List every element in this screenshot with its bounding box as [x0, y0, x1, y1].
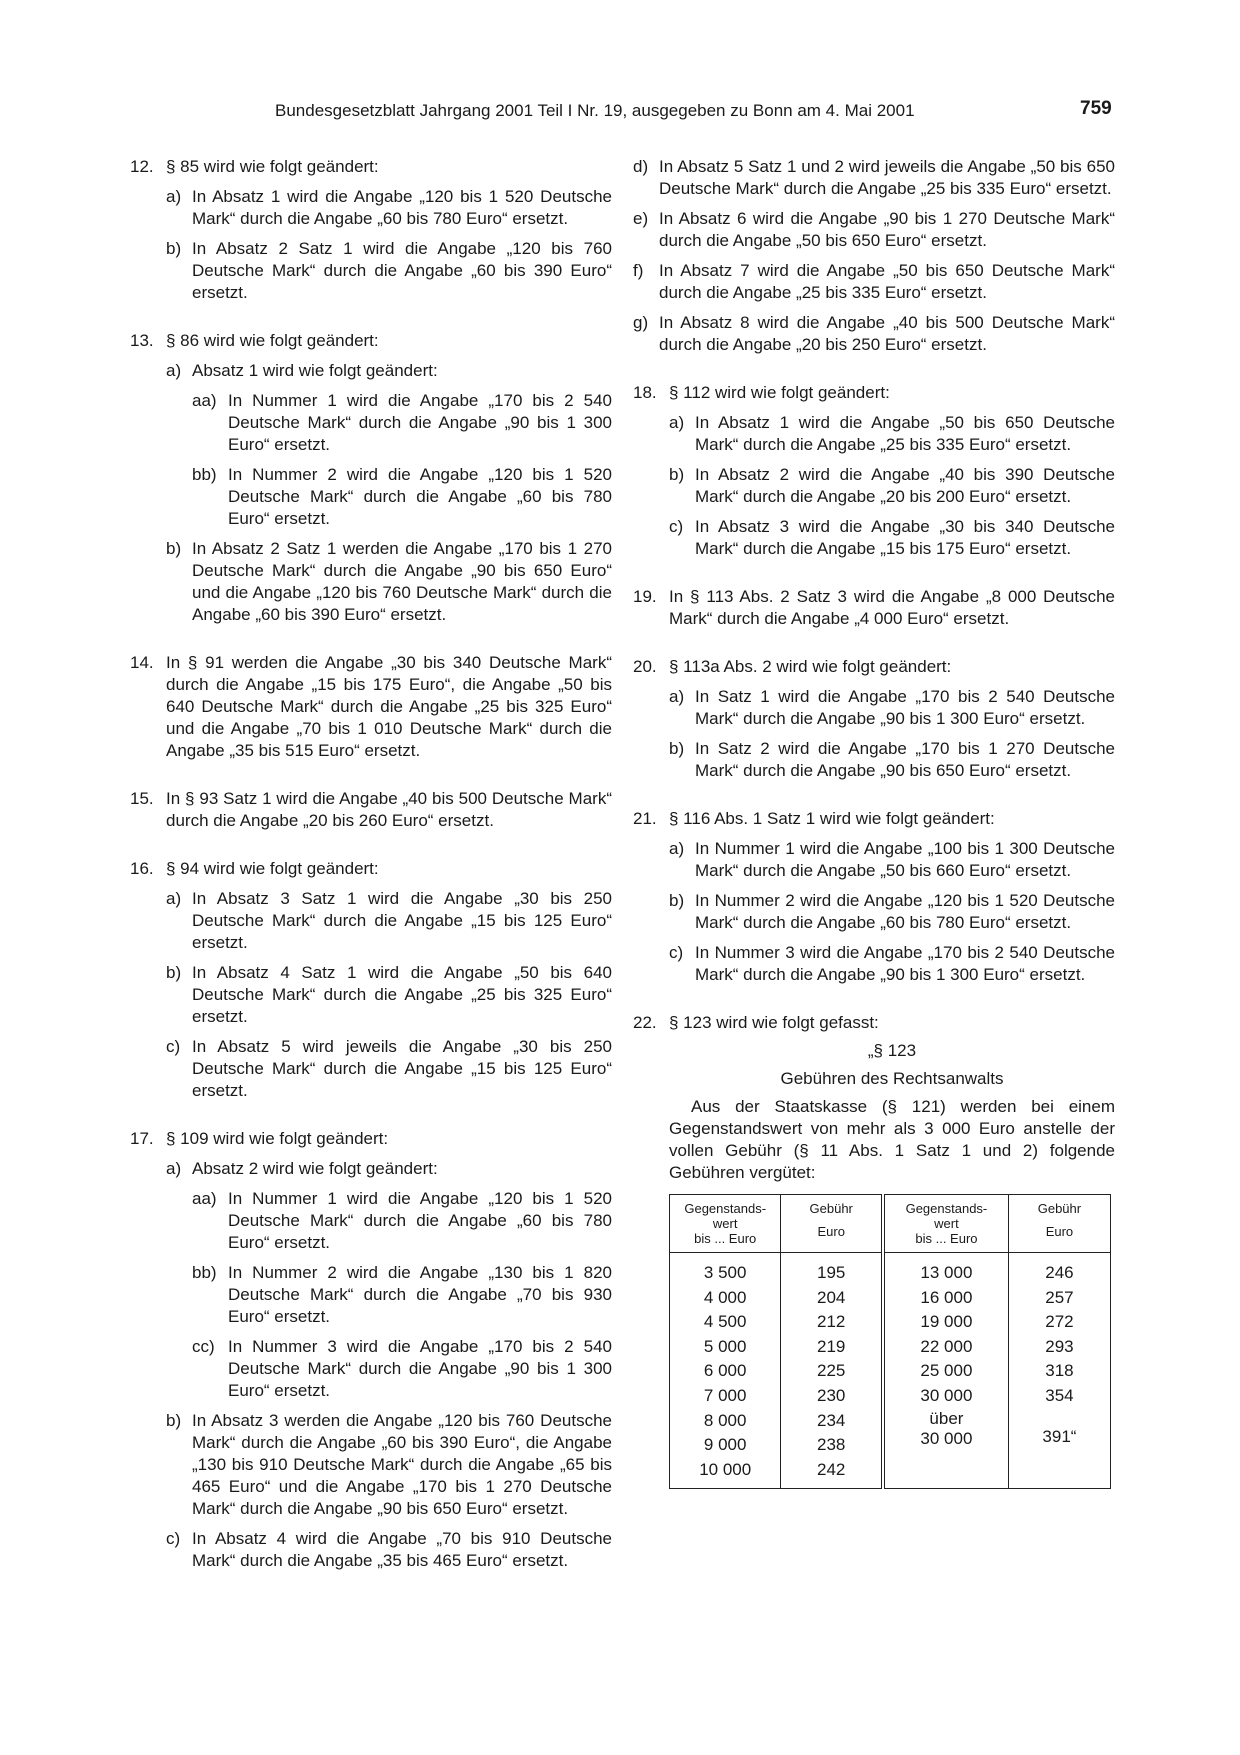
item-text: § 113a Abs. 2 wird wie folgt geändert:	[669, 657, 952, 676]
subitem-c	[166, 1036, 612, 1102]
subitem-d	[633, 156, 1115, 200]
subitem-text: In Nummer 2 wird die Angabe „130 bis 1 820 Deutsche Mark“ durch die Angabe „70 bis 930 Euro“ ersetzt.	[228, 1263, 612, 1326]
subitem-label: b)	[669, 891, 685, 910]
subitem-a	[166, 360, 612, 530]
right-values-column	[883, 1253, 1008, 1489]
section-title: „§ 123	[867, 1041, 917, 1060]
subitem-label: d)	[633, 157, 649, 176]
item-number: 18.	[633, 383, 657, 402]
table-cell	[1013, 1409, 1106, 1425]
subitem-label: a)	[166, 889, 182, 908]
table-cell: 25 000	[920, 1361, 973, 1381]
subitem-text: In Nummer 3 wird die Angabe „170 bis 2 540 Deutsche Mark“ durch die Angabe „90 bis 1 300 Euro“ ersetzt.	[228, 1337, 612, 1400]
table-cell: 238	[817, 1435, 846, 1455]
subitem-text: Absatz 1 wird wie folgt geändert:	[192, 361, 438, 380]
section-heading: Gebühren des Rechtsanwalts	[780, 1069, 1004, 1088]
subitem-text: In Absatz 5 Satz 1 und 2 wird jeweils die Angabe „50 bis 650 Deutsche Mark“ durch die Angabe „25 bis 335 Euro“ ersetzt.	[659, 157, 1115, 198]
item-number: 22.	[633, 1013, 657, 1032]
table-cell: 212	[817, 1312, 846, 1332]
header-text: Gebühr	[809, 1201, 853, 1216]
table-cell: 30 000	[920, 1385, 973, 1405]
subitem-text: In Absatz 4 wird die Angabe „70 bis 910 Deutsche Mark“ durch die Angabe „35 bis 465 Euro“ ersetzt.	[192, 1529, 612, 1570]
item-16	[130, 858, 612, 1102]
subitem-text: Absatz 2 wird wie folgt geändert:	[192, 1159, 438, 1178]
table-cell: 22 000	[920, 1336, 973, 1356]
item-text: In § 93 Satz 1 wird die Angabe „40 bis 500 Deutsche Mark“ durch die Angabe „20 bis 260 Euro“ ersetzt.	[166, 789, 612, 830]
item-number: 12.	[130, 157, 154, 176]
item-text: § 86 wird wie folgt geändert:	[166, 331, 379, 350]
item-number: 17.	[130, 1129, 154, 1148]
table-cell: 13 000	[920, 1263, 973, 1282]
subitem-b	[166, 538, 612, 626]
subitem-label: aa)	[192, 391, 217, 410]
subitem-text: In Nummer 2 wird die Angabe „120 bis 1 520 Deutsche Mark“ durch die Angabe „60 bis 780 Euro“ ersetzt.	[228, 465, 612, 528]
table-cell: 318	[1045, 1361, 1074, 1381]
subitem-text: In Absatz 1 wird die Angabe „120 bis 1 520 Deutsche Mark“ durch die Angabe „60 bis 780 Euro“ ersetzt.	[192, 187, 612, 228]
item-number: 16.	[130, 859, 154, 878]
subitem-label: c)	[166, 1037, 181, 1056]
subitem-text: In Absatz 7 wird die Angabe „50 bis 650 Deutsche Mark“ durch die Angabe „25 bis 335 Euro“ ersetzt.	[659, 261, 1115, 302]
subitem-a	[669, 838, 1115, 882]
left-column	[130, 156, 612, 1598]
subitem-label: b)	[166, 239, 182, 258]
item-20	[633, 656, 1115, 782]
subitem-label: a)	[166, 1159, 182, 1178]
subitem-label: b)	[166, 963, 182, 982]
subitem-label: g)	[633, 313, 649, 332]
table-cell: 195	[817, 1263, 846, 1282]
table-cell: 9 000	[703, 1435, 747, 1455]
left-values-column	[670, 1253, 781, 1489]
table-cell: 19 000	[920, 1312, 973, 1332]
item-19	[633, 586, 1115, 630]
item-text: § 116 Abs. 1 Satz 1 wird wie folgt geändert:	[669, 809, 995, 828]
subitem-label: a)	[669, 687, 685, 706]
subitem-label: c)	[669, 517, 684, 536]
subitem-b	[669, 890, 1115, 934]
left-fees-column	[781, 1253, 883, 1489]
item-text: § 109 wird wie folgt geändert:	[166, 1129, 389, 1148]
table-cell: 234	[817, 1410, 846, 1430]
table-cell: 230	[817, 1385, 846, 1405]
header-value-1	[670, 1195, 781, 1253]
item-number: 14.	[130, 653, 154, 672]
subitem-c	[669, 942, 1115, 986]
item-text: § 85 wird wie folgt geändert:	[166, 157, 379, 176]
subitem-a	[669, 412, 1115, 456]
table-cell: über 30 000	[920, 1408, 973, 1448]
table-cell: 16 000	[920, 1287, 973, 1307]
subsubitem-aa	[192, 390, 612, 456]
subitem-e	[633, 208, 1115, 252]
page-number: 759	[1080, 98, 1112, 119]
subitem-label: f)	[633, 261, 644, 280]
item-13	[130, 330, 612, 626]
item-number: 13.	[130, 331, 154, 350]
subitem-text: In Nummer 1 wird die Angabe „120 bis 1 520 Deutsche Mark“ durch die Angabe „60 bis 780 Euro“ ersetzt.	[228, 1189, 612, 1252]
subitem-label: c)	[669, 943, 684, 962]
table-cell: 219	[817, 1336, 846, 1356]
subitem-text: In Nummer 2 wird die Angabe „120 bis 1 520 Deutsche Mark“ durch die Angabe „60 bis 780 Euro“ ersetzt.	[695, 891, 1115, 932]
subitem-label: b)	[669, 465, 685, 484]
header-fee-1	[781, 1195, 883, 1253]
table-cell: 225	[817, 1361, 846, 1381]
subitem-text: In Satz 1 wird die Angabe „170 bis 2 540 Deutsche Mark“ durch die Angabe „90 bis 1 300 Euro“ ersetzt.	[695, 687, 1115, 728]
subitem-c	[166, 1528, 612, 1572]
table-cell: 257	[1045, 1287, 1074, 1307]
subitem-text: In Satz 2 wird die Angabe „170 bis 1 270 Deutsche Mark“ durch die Angabe „90 bis 650 Euro“ ersetzt.	[695, 739, 1115, 780]
table-cell: 4 000	[703, 1287, 747, 1307]
table-cell: 4 500	[703, 1312, 747, 1332]
subitem-label: e)	[633, 209, 649, 228]
subitem-label: a)	[166, 361, 182, 380]
subitem-a	[166, 888, 612, 954]
fee-table	[669, 1194, 1111, 1489]
item-21	[633, 808, 1115, 986]
subitem-label: c)	[166, 1529, 181, 1548]
subitem-a	[669, 686, 1115, 730]
subitem-text: In Absatz 3 Satz 1 wird die Angabe „30 bis 250 Deutsche Mark“ durch die Angabe „15 bis 125 Euro“ ersetzt.	[192, 889, 612, 952]
subitem-text: In Absatz 2 Satz 1 wird die Angabe „120 bis 760 Deutsche Mark“ durch die Angabe „60 bis 390 Euro“ ersetzt.	[192, 239, 612, 302]
item-12	[130, 156, 612, 304]
item-14	[130, 652, 612, 762]
item-15	[130, 788, 612, 832]
item-18	[633, 382, 1115, 560]
header-unit: Euro	[817, 1224, 845, 1239]
table-cell: 272	[1045, 1312, 1074, 1332]
subitem-label: cc)	[192, 1337, 215, 1356]
subitem-text: In Absatz 2 wird die Angabe „40 bis 390 Deutsche Mark“ durch die Angabe „20 bis 200 Euro“ ersetzt.	[695, 465, 1115, 506]
subitem-label: b)	[166, 1411, 182, 1430]
right-fees-column	[1008, 1253, 1110, 1489]
item-17-continued	[633, 156, 1115, 356]
table-cell: 242	[817, 1459, 846, 1479]
subsubitem-bb	[192, 464, 612, 530]
subsubitem-cc	[192, 1336, 612, 1402]
subitem-a	[166, 186, 612, 230]
table-cell: 204	[817, 1287, 846, 1307]
item-text: § 94 wird wie folgt geändert:	[166, 859, 379, 878]
item-number: 21.	[633, 809, 657, 828]
header-text: Gegenstands- wert bis ... Euro	[684, 1201, 767, 1246]
subitem-b	[166, 1410, 612, 1520]
gazette-title: Bundesgesetzblatt Jahrgang 2001 Teil I Nr. 19, ausgegeben zu Bonn am 4. Mai 2001	[275, 101, 915, 120]
subitem-label: a)	[166, 187, 182, 206]
subitem-text: In Nummer 1 wird die Angabe „170 bis 2 540 Deutsche Mark“ durch die Angabe „90 bis 1 300 Euro“ ersetzt.	[228, 391, 612, 454]
table-cell: 8 000	[703, 1410, 747, 1430]
subitem-b	[166, 238, 612, 304]
subitem-label: b)	[669, 739, 685, 758]
subitem-text: In Absatz 1 wird die Angabe „50 bis 650 Deutsche Mark“ durch die Angabe „25 bis 335 Euro“ ersetzt.	[695, 413, 1115, 454]
right-column	[633, 156, 1115, 1489]
item-text: In § 91 werden die Angabe „30 bis 340 Deutsche Mark“ durch die Angabe „15 bis 175 Euro“, die Angabe „50 bis 640 Deutsche Mark“ durch die Angabe „25 bis 325 Euro“ und die Angabe „70 bis 1 010 Deutsche Mark“ durch die Angabe „35 bis 515 Euro“ ersetzt.	[166, 653, 612, 760]
table-cell: 10 000	[699, 1459, 752, 1479]
subitem-text: In Absatz 3 wird die Angabe „30 bis 340 Deutsche Mark“ durch die Angabe „15 bis 175 Euro“ ersetzt.	[695, 517, 1115, 558]
subitem-label: a)	[669, 839, 685, 858]
subitem-label: aa)	[192, 1189, 217, 1208]
subitem-text: In Nummer 3 wird die Angabe „170 bis 2 540 Deutsche Mark“ durch die Angabe „90 bis 1 300 Euro“ ersetzt.	[695, 943, 1115, 984]
header-fee-2	[1008, 1195, 1110, 1253]
item-text: § 112 wird wie folgt geändert:	[669, 383, 890, 402]
subitem-f	[633, 260, 1115, 304]
subitem-label: bb)	[192, 465, 217, 484]
item-text: § 123 wird wie folgt gefasst:	[669, 1013, 879, 1032]
table-cell: 6 000	[703, 1361, 747, 1381]
header-value-2	[883, 1195, 1008, 1253]
item-17	[130, 1128, 612, 1572]
header-unit: Euro	[1045, 1224, 1074, 1239]
subitem-b	[669, 464, 1115, 508]
subitem-b	[166, 962, 612, 1028]
table-cell: 7 000	[703, 1385, 747, 1405]
item-number: 15.	[130, 789, 154, 808]
table-cell: 3 500	[703, 1263, 747, 1282]
subsubitem-aa	[192, 1188, 612, 1254]
subitem-text: In Absatz 2 Satz 1 werden die Angabe „170 bis 1 270 Deutsche Mark“ durch die Angabe „90 bis 650 Euro“ und die Angabe „120 bis 760 Deutsche Mark“ durch die Angabe „60 bis 390 Euro“ ersetzt.	[192, 539, 612, 624]
subitem-text: In Absatz 8 wird die Angabe „40 bis 500 Deutsche Mark“ durch die Angabe „20 bis 250 Euro“ ersetzt.	[659, 313, 1115, 354]
item-text: In § 113 Abs. 2 Satz 3 wird die Angabe „8 000 Deutsche Mark“ durch die Angabe „4 000 Euro“ ersetzt.	[669, 587, 1115, 628]
subitem-c	[669, 516, 1115, 560]
header-text: Gegenstands- wert bis ... Euro	[905, 1201, 988, 1246]
table-cell: 246	[1045, 1263, 1074, 1282]
table-cell: 354	[1045, 1385, 1074, 1405]
subitem-label: bb)	[192, 1263, 217, 1282]
table-cell: 5 000	[703, 1336, 747, 1356]
subitem-label: a)	[669, 413, 685, 432]
table-cell: 391“	[1042, 1426, 1077, 1446]
subitem-text: In Absatz 6 wird die Angabe „90 bis 1 270 Deutsche Mark“ durch die Angabe „50 bis 650 Euro“ ersetzt.	[659, 209, 1115, 250]
subitem-text: In Absatz 4 Satz 1 wird die Angabe „50 bis 640 Deutsche Mark“ durch die Angabe „25 bis 325 Euro“ ersetzt.	[192, 963, 612, 1026]
item-number: 19.	[633, 587, 657, 606]
subitem-b	[669, 738, 1115, 782]
item-22	[633, 1012, 1115, 1489]
subitem-label: b)	[166, 539, 182, 558]
subitem-text: In Absatz 3 werden die Angabe „120 bis 760 Deutsche Mark“ durch die Angabe „60 bis 390 Euro“, die Angabe „130 bis 910 Deutsche Mark“ durch die Angabe „65 bis 465 Euro“ und die Angabe „170 bis 1 270 Deutsche Mark“ durch die Angabe „90 bis 650 Euro“ ersetzt.	[192, 1411, 612, 1518]
subitem-a	[166, 1158, 612, 1402]
subitem-text: In Nummer 1 wird die Angabe „100 bis 1 300 Deutsche Mark“ durch die Angabe „50 bis 660 Euro“ ersetzt.	[695, 839, 1115, 880]
section-paragraph: Aus der Staatskasse (§ 121) werden bei einem Gegenstandswert von mehr als 3 000 Euro anstelle der vollen Gebühr (§ 11 Abs. 1 Satz 1 und 2) folgende Gebühren vergütet:	[669, 1097, 1115, 1182]
header-text: Gebühr	[1037, 1201, 1082, 1216]
subitem-g	[633, 312, 1115, 356]
subsubitem-bb	[192, 1262, 612, 1328]
subitem-text: In Absatz 5 wird jeweils die Angabe „30 bis 250 Deutsche Mark“ durch die Angabe „15 bis 125 Euro“ ersetzt.	[192, 1037, 612, 1100]
table-cell: 293	[1045, 1336, 1074, 1356]
item-number: 20.	[633, 657, 657, 676]
